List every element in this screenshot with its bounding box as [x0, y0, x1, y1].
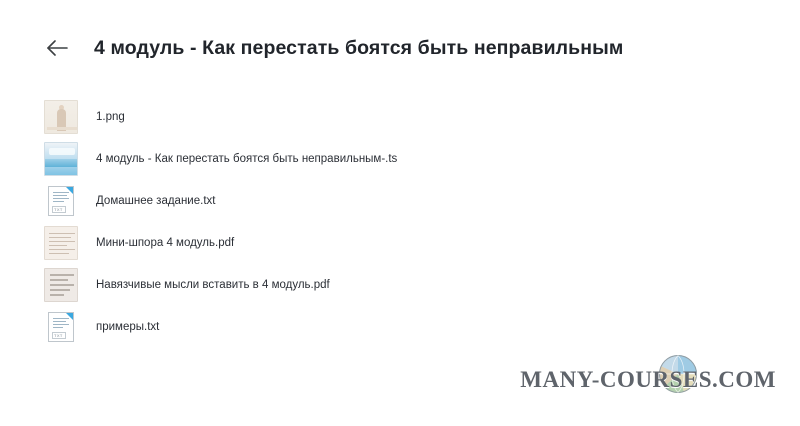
- watermark-text: MANY-COURSES.COM: [520, 367, 776, 392]
- txt-tag-label: TXT: [54, 206, 63, 212]
- page-title: 4 модуль - Как перестать боятся быть неправильным: [94, 36, 624, 59]
- file-name: 1.png: [96, 110, 125, 123]
- txt-tag-label: TXT: [54, 332, 63, 338]
- list-item[interactable]: [44, 306, 800, 347]
- image-file-icon: [44, 100, 78, 134]
- list-item[interactable]: [44, 180, 800, 221]
- pdf-file-icon: [44, 268, 78, 302]
- file-name: Навязчивые мысли вставить в 4 модуль.pdf: [96, 278, 330, 291]
- pdf-file-icon: [44, 226, 78, 260]
- file-list: [0, 96, 800, 347]
- file-name: примеры.txt: [96, 320, 160, 333]
- file-name: Домашнее задание.txt: [96, 194, 216, 207]
- txt-file-icon: [44, 310, 78, 344]
- page-header: [0, 0, 800, 70]
- back-button[interactable]: [44, 35, 70, 61]
- watermark: [520, 360, 776, 400]
- file-name: 4 модуль - Как перестать боятся быть неправильным-.ts: [96, 152, 398, 165]
- txt-file-icon: [44, 184, 78, 218]
- list-item[interactable]: [44, 138, 800, 179]
- video-file-icon: [44, 142, 78, 176]
- list-item[interactable]: [44, 264, 800, 305]
- file-name: Мини-шпора 4 модуль.pdf: [96, 236, 235, 249]
- list-item[interactable]: [44, 96, 800, 137]
- list-item[interactable]: [44, 222, 800, 263]
